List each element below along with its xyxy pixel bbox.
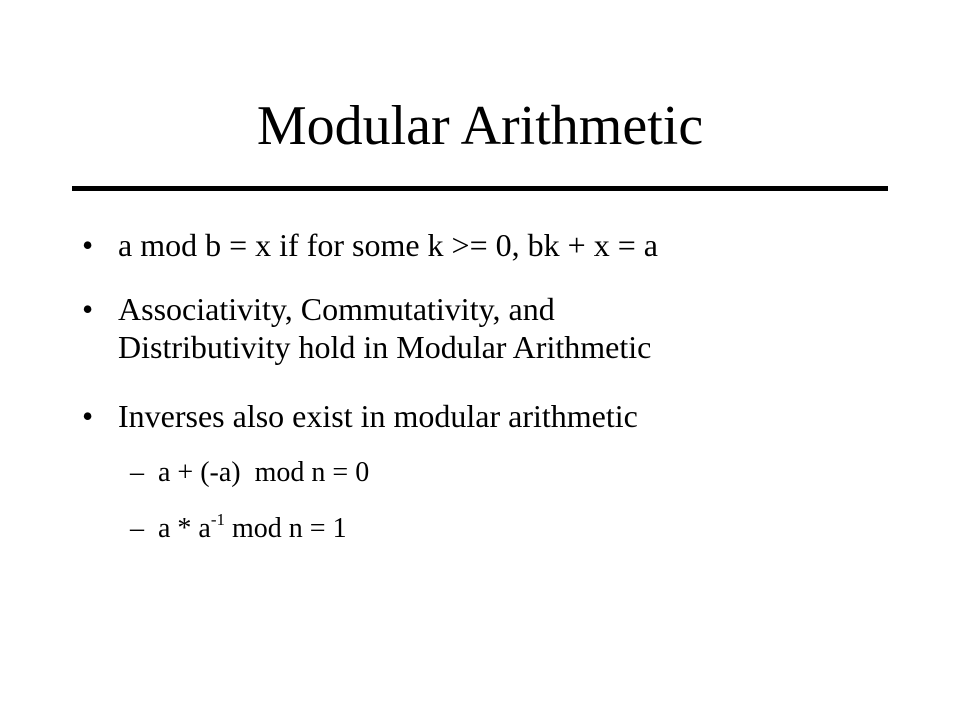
sub-bullet-marker: – <box>130 513 144 544</box>
slide-title: Modular Arithmetic <box>256 95 704 157</box>
sub-bullet-text: a + (-a) mod n = 0 <box>158 457 370 488</box>
bullet-text: a mod b = x if for some k >= 0, bk + x = a <box>118 227 658 263</box>
formula-suffix: mod n = 1 <box>225 513 347 544</box>
title-divider <box>72 186 888 191</box>
sub-bullet-text <box>158 512 347 546</box>
formula-prefix: a * a <box>158 513 211 544</box>
sub-bullet-marker: – <box>130 457 144 488</box>
formula-superscript: -1 <box>210 510 226 529</box>
bullet-marker: • <box>82 398 94 434</box>
bullet-marker: • <box>82 291 94 327</box>
bullet-marker: • <box>82 227 94 263</box>
bullet-text: Inverses also exist in modular arithmetic <box>118 398 638 434</box>
bullet-text <box>118 290 878 366</box>
bullet-text-line-1: Associativity, Commutativity, and <box>118 291 555 327</box>
bullet-text-line-2: Distributivity hold in Modular Arithmetic <box>118 329 652 365</box>
